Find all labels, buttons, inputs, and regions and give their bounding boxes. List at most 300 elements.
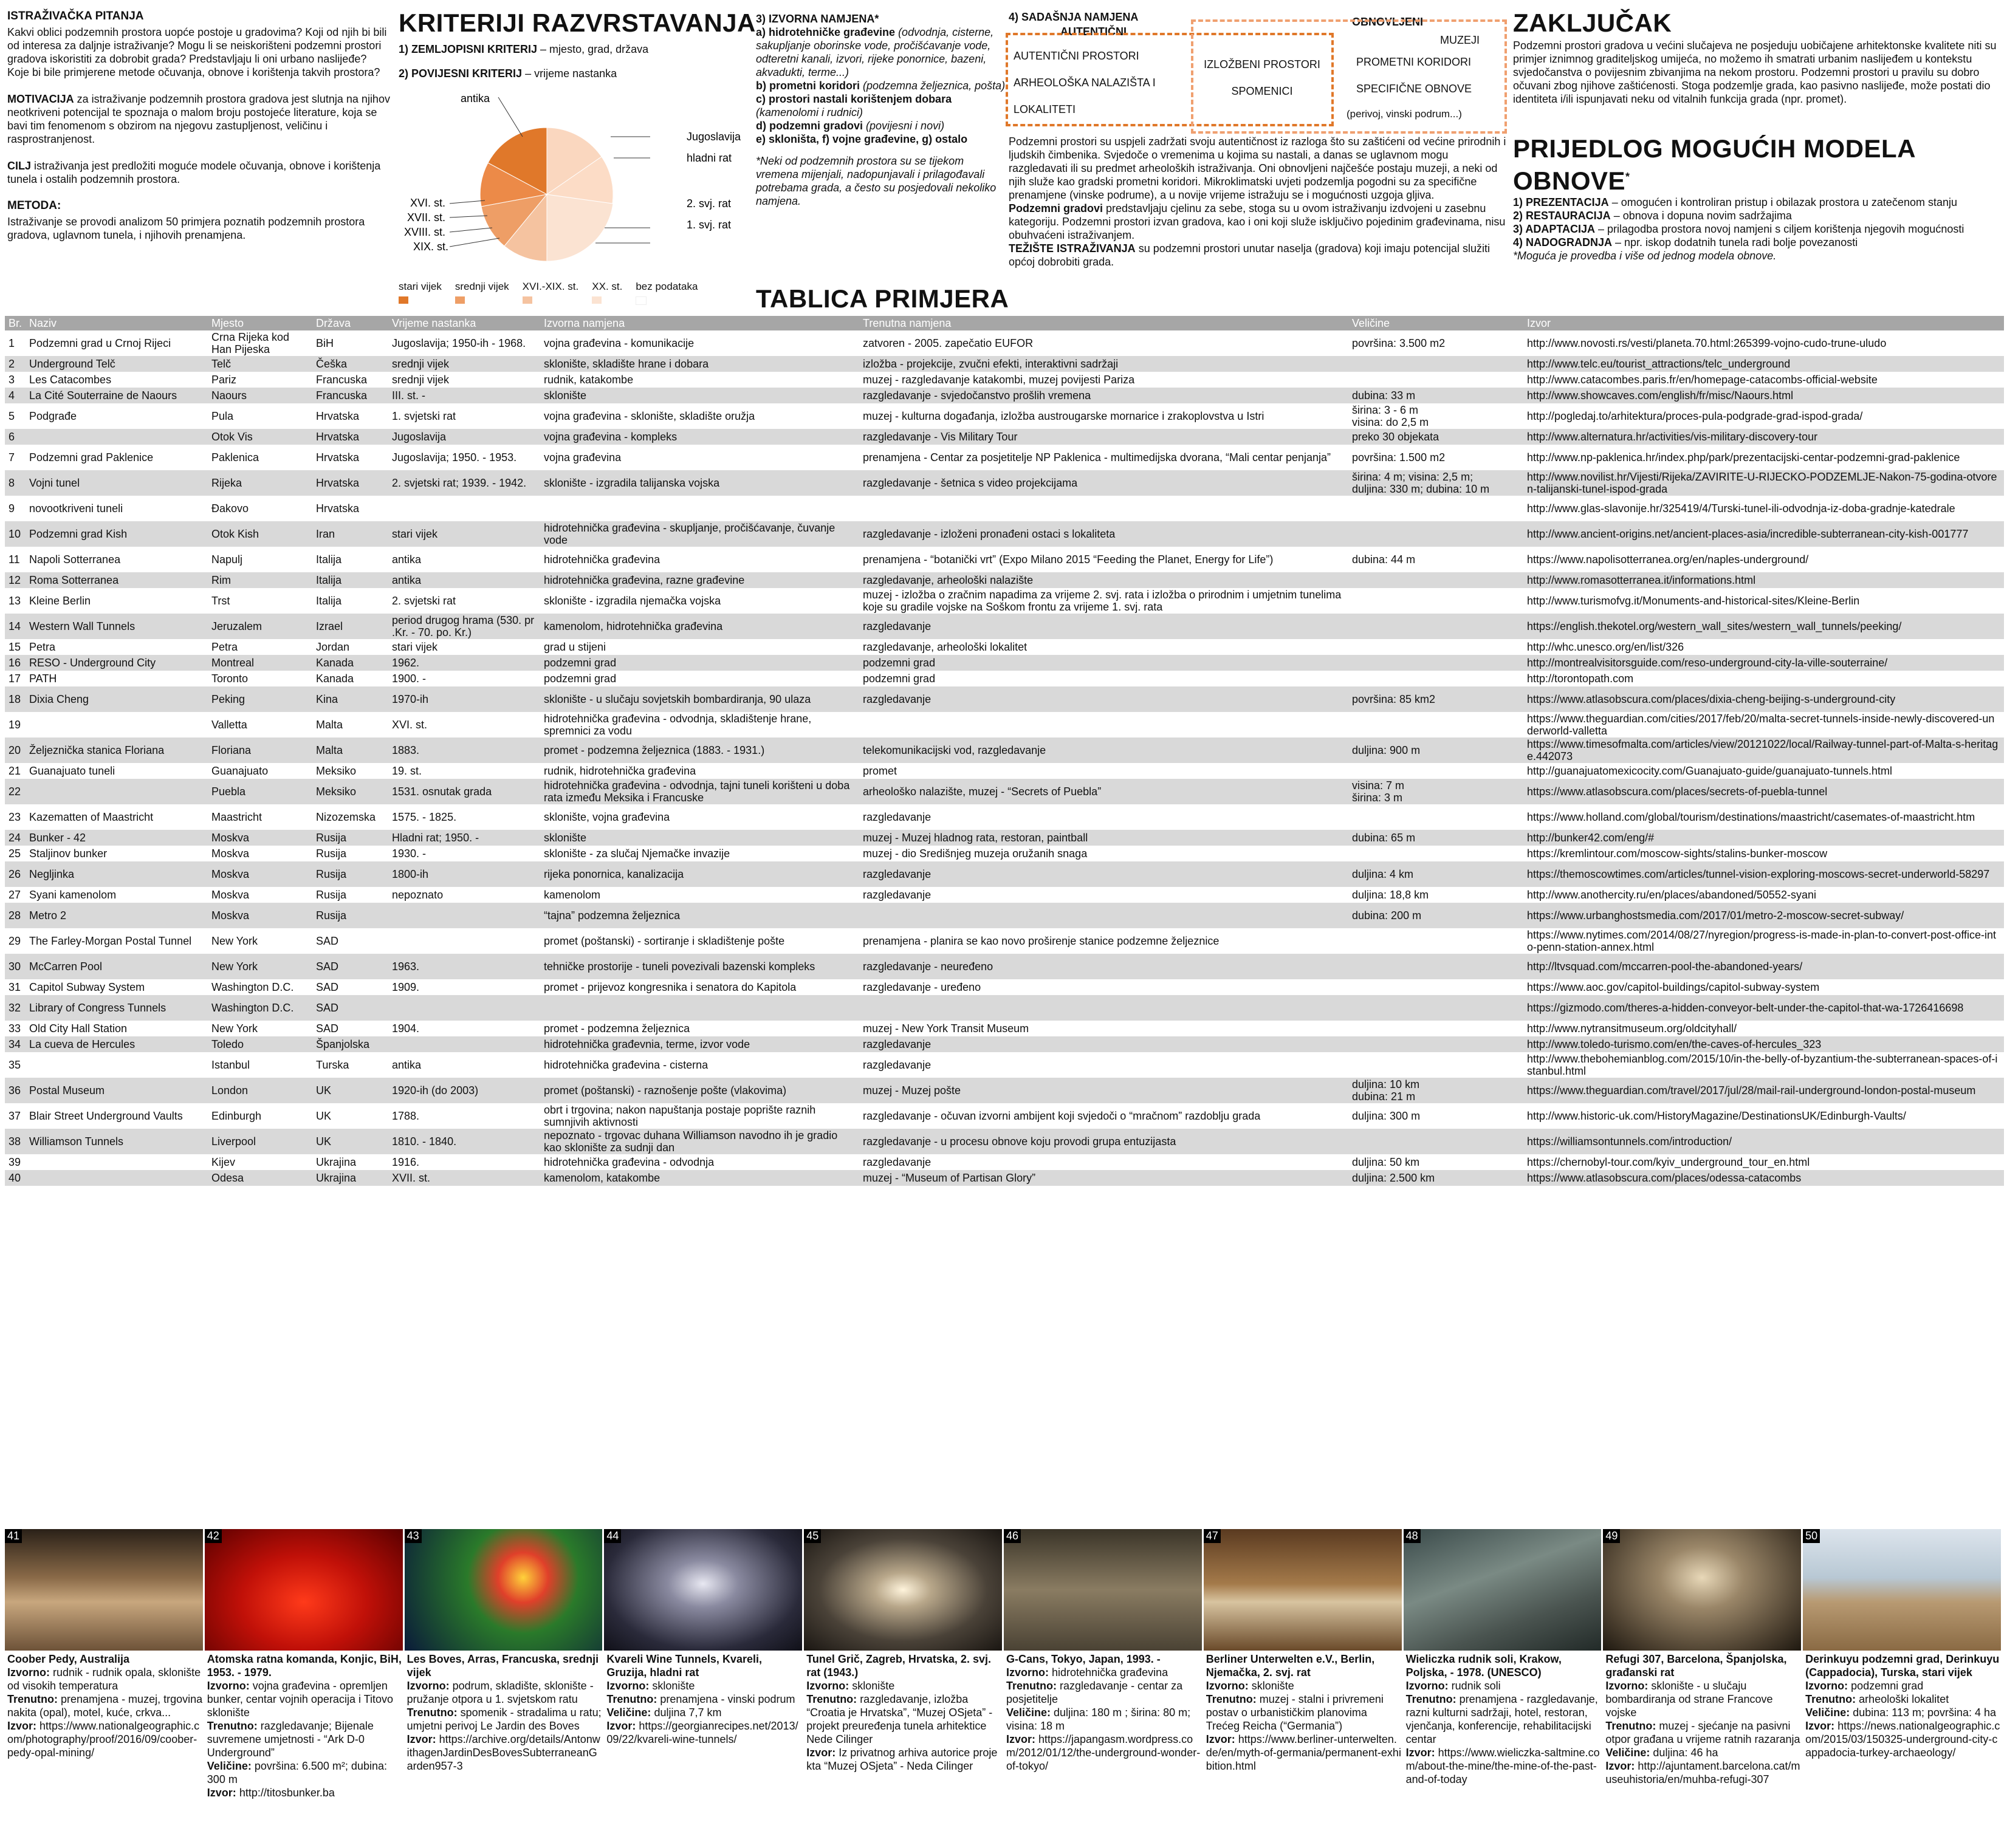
col-izvor-cell[interactable]: http://www.alternatura.hr/activities/vis-military-discovery-tour — [1523, 429, 2004, 445]
table-row — [5, 995, 2004, 1021]
col-izvor-cell[interactable]: https://www.aoc.gov/capitol-buildings/capitol-subway-system — [1527, 981, 1820, 993]
col-naziv-cell: Metro 2 — [26, 903, 208, 928]
col-trenutna-cell: razgledavanje - šetnica s video projekcijama — [859, 470, 1348, 496]
col-izvorna-cell: promet - prijevoz kongresnika i senatora do Kapitola — [544, 981, 797, 993]
col-naziv-cell: Blair Street Underground Vaults — [29, 1110, 183, 1122]
col-drzava-cell: Ukrajina — [316, 1156, 357, 1168]
col-vrijeme-cell: period drugog hrama (530. pr .Kr. - 70. po. Kr.) — [388, 614, 540, 639]
col-trenutna-cell: razgledavanje - neuređeno — [859, 954, 1348, 979]
col-br-cell: 29 — [9, 935, 21, 947]
legend-item-xx: XX. st. — [592, 281, 622, 305]
col-mjesto-cell: Moskva — [208, 903, 312, 928]
method-text: Istraživanje se provodi analizom 50 primjera poznatih podzemnih prostora gradova, uglavnom tunela, i njihovih prenamjena. — [7, 216, 365, 241]
photo-caption: Kvareli Wine Tunnels, Kvareli, Gruzija, hladni rat Izvorno: sklonište Trenutno: prenamjena - vinski podrum Veličine: duljina 7,7 km Izvor: https://georgianrecipes.net/2013/09/22/kvareli-wine-tunnels/ — [604, 1652, 802, 1799]
photo-caption: Berliner Unterwelten e.V., Berlin, Njemačka, 2. svj. rat Izvorno: sklonište Trenutno: muzej - stalni i privremeni postav o urbanističkim planovima Trećeg Reicha (“Germania”) Izvor: https://www.berliner-unterwelten.de/en/myth-of-germania/permanent-exhibition.html — [1206, 1653, 1401, 1772]
col-izvorna-cell: sklonište — [540, 388, 859, 403]
col-velicine-cell: preko 30 objekata — [1348, 429, 1523, 445]
box-traffic: PROMETNI KORIDORI — [1356, 56, 1472, 68]
photo-caption: Atomska ratna komanda, Konjic, BiH, 1953. - 1979. Izvorno: vojna građevina - opremljen bunker, centar vojnih operacija i Titovo sklonište Trenutno: razgledavanje; Bijenale suvremene umjetnosti - “Ark D-0 Underground” Veličine: površina: 6.500 m²; dubina: 300 m Izvor: http://titosbunker.ba — [207, 1653, 402, 1799]
method-heading: METODA: — [7, 199, 61, 212]
col-naziv-cell: Kleine Berlin — [29, 595, 91, 607]
pie-label-xix: XIX. st. — [413, 241, 449, 253]
col-mjesto-cell: Moskva — [211, 847, 250, 860]
box-museums: MUZEJI — [1440, 34, 1480, 46]
col-br-cell: 6 — [5, 429, 26, 445]
col-izvorna-cell: hidrotehnička građevnia, terme, izvor vode — [540, 1036, 859, 1052]
criterion-geographic — [399, 43, 751, 56]
col-br-cell: 30 — [5, 954, 26, 979]
col-izvorna-cell: hidrotehnička građevina — [544, 553, 660, 566]
col-velicine-cell — [1348, 979, 1523, 995]
example-photo — [1404, 1529, 1602, 1651]
photo-source[interactable]: Izvor: https://japangasm.wordpress.com/2012/01/12/the-underground-wonder-of-tokyo/ — [1006, 1733, 1201, 1772]
col-izvor-cell[interactable]: http://guanajuatomexicocity.com/Guanajuato-guide/guanajuato-tunnels.html — [1527, 765, 1893, 777]
col-velicine-cell: duljina: 2.500 km — [1348, 1170, 1523, 1186]
col-naziv-cell — [26, 712, 208, 737]
col-mjesto-cell: Crna Rijeka kod Han Pijeska — [211, 331, 290, 355]
col-br-cell: 40 — [5, 1170, 26, 1186]
col-velicine-cell — [1348, 655, 1523, 671]
col-mjesto-cell: Naours — [208, 388, 312, 403]
col-mjesto-cell: Rim — [208, 572, 312, 588]
col-izvor-cell[interactable]: https://www.atlasobscura.com/places/dixia-cheng-beijing-s-underground-city — [1523, 686, 2004, 712]
table-row — [5, 954, 2004, 979]
col-naziv-cell: Capitol Subway System — [29, 981, 145, 993]
col-izvorna-cell: promet (poštanski) - raznošenje pošte (vlakovima) — [540, 1078, 859, 1103]
col-drzava-cell: Italija — [316, 553, 342, 566]
photo-caption: Tunel Grič, Zagreb, Hrvatska, 2. svj. rat (1943.) Izvorno: sklonište Trenutno: razgledavanje, izložba “Croatia je Hrvatska”, “Muzej OSjeta” - projekt preuređenja tunela arhitektice Nede Cilinger Izvor: Iz privatnog arhiva autorice projekta “Muzej OSjeta” - Neda Cilinger — [804, 1652, 1002, 1799]
col-izvor-cell[interactable]: http://www.turismofvg.it/Monuments-and-historical-sites/Kleine-Berlin — [1527, 595, 1860, 607]
col-naziv-cell: Podzemni grad u Crnoj Rijeci — [29, 337, 171, 349]
col-trenutna-cell: muzej - izložba o zračnim napadima za vrijeme 2. svj. rata i izložba o prirodnim i umjetnim tunelima koje su gradile vojske na Soškom frontu za vrijeme 1. svj. rata — [863, 589, 1342, 613]
col-naziv-cell: Bunker - 42 — [26, 830, 208, 846]
photo-source[interactable]: Izvor: https://archive.org/details/AntonwithagenJardinDesBovesSubterraneanGarden957-3 — [407, 1733, 600, 1772]
col-velicine-cell: duljina: 18,8 km — [1352, 889, 1429, 901]
col-velicine-cell — [1348, 588, 1523, 614]
col-vrijeme-cell: XVI. st. — [392, 719, 428, 731]
col-mjesto-cell: Valletta — [211, 719, 247, 731]
col-izvor-cell[interactable]: http://whc.unesco.org/en/list/326 — [1527, 641, 1684, 653]
col-drzava-cell: Hrvatska — [312, 429, 388, 445]
col-mjesto-cell: Trst — [211, 595, 230, 607]
col-izvor-cell[interactable]: http://www.glas-slavonije.hr/325419/4/Turski-tunel-ili-odvodnja-iz-doba-gradnje-katedrale — [1527, 502, 1955, 515]
example-photo — [604, 1529, 802, 1651]
col-naziv-cell: Western Wall Tunnels — [26, 614, 208, 639]
col-naziv-cell: Postal Museum — [26, 1078, 208, 1103]
col-drzava-cell: Kanada — [316, 672, 354, 685]
col-velicine-cell: površina: 85 km2 — [1348, 686, 1523, 712]
col-drzava-header: Država — [312, 316, 388, 330]
col-drzava-cell: Malta — [316, 719, 343, 731]
col-naziv-header: Naziv — [26, 316, 208, 330]
purpose-b: b) prometni koridori (podzemna željeznica, pošta) — [756, 80, 1006, 92]
col-vrijeme-cell: III. st. - — [388, 388, 540, 403]
col-br-cell: 35 — [9, 1059, 21, 1071]
col-izvor-cell[interactable]: https://themoscowtimes.com/articles/tunnel-vision-exploring-moscows-secret-underworld-58297 — [1523, 861, 2004, 887]
col-br-cell: 12 — [5, 572, 26, 588]
col-izvor-cell[interactable]: https://www.theguardian.com/travel/2017/jul/28/mail-rail-underground-london-postal-museum — [1523, 1078, 2004, 1103]
photo-number: 45 — [804, 1529, 821, 1543]
col-izvorna-cell: vojna građevina - sklonište, skladište oružja — [544, 410, 755, 422]
photo-source[interactable]: Izvor: https://www.wieliczka-saltmine.com/about-the-mine/the-mine-of-the-past-and-of-today — [1405, 1747, 1600, 1785]
col-naziv-cell: PATH — [29, 672, 57, 685]
table-row — [5, 372, 2004, 388]
col-trenutna-cell: razgledavanje - Vis Military Tour — [859, 429, 1348, 445]
col-velicine-cell — [1348, 356, 1523, 372]
col-br-cell: 36 — [5, 1078, 26, 1103]
box-specific: SPECIFIČNE OBNOVE — [1356, 83, 1472, 95]
box-specific-examples: (perivoj, vinski podrum...) — [1347, 108, 1462, 120]
current-purpose-p3: TEŽIŠTE ISTRAŽIVANJA su podzemni prostori unutar naselja (gradova) koji imaju potencijal služiti općoj dobrobiti grada. — [1009, 242, 1490, 268]
col-trenutna-cell: razgledavanje - svjedočanstvo prošlih vremena — [859, 388, 1348, 403]
col-br-cell: 22 — [5, 779, 26, 804]
example-photo — [405, 1529, 603, 1651]
col-br-cell: 5 — [9, 410, 15, 422]
pie-label-jugoslavija: Jugoslavija — [687, 131, 741, 143]
pie-label-1svj: 1. svj. rat — [687, 219, 732, 231]
col-velicine-cell: dubina: 200 m — [1348, 903, 1523, 928]
research-questions-text: Kakvi oblici podzemnih prostora uopće postoje u gradovima? Koji od njih bi bili od interesa za daljnje istraživanje? Mogu li se neiskorišteni podzemni prostori gradova iskoristiti za dobrobit grada? Predstavljaju li oni urbano naslijeđe? Koje bi bile primjerene metode očuvanja, obnove i korištenja takvih prostora? — [7, 26, 387, 78]
col-izvorna-cell — [540, 995, 859, 1021]
col-trenutna-cell: izložba - projekcije, zvučni efekti, interaktivni sadržaji — [859, 356, 1348, 372]
col-izvor-cell[interactable]: http://www.catacombes.paris.fr/en/homepage-catacombs-official-website — [1527, 374, 1878, 386]
col-vrijeme-cell: 1900. - — [392, 672, 427, 685]
col-drzava-cell: Meksiko — [316, 765, 357, 777]
box-exhibition: IZLOŽBENI PROSTORI — [1204, 58, 1320, 70]
col-izvor-cell[interactable]: https://kremlintour.com/moscow-sights/stalins-bunker-moscow — [1527, 847, 1828, 860]
col-trenutna-cell: muzej - New York Transit Museum — [863, 1022, 1029, 1035]
goal-text: istraživanja jest predložiti moguće modele očuvanja, obnove i korištenja tunela i ostalih podzemnih prostora. — [7, 160, 381, 185]
photo-source[interactable]: Izvor: http://titosbunker.ba — [207, 1787, 335, 1799]
goal-heading: CILJ — [7, 160, 32, 172]
col-naziv-cell: novootkriveni tuneli — [29, 502, 123, 515]
col-izvor-cell[interactable]: https://chernobyl-tour.com/kyiv_underground_tour_en.html — [1527, 1156, 1810, 1168]
col-izvor-cell[interactable]: http://www.nytransitmuseum.org/oldcityhall/ — [1527, 1022, 1737, 1035]
col-naziv-cell: Guanajuato tuneli — [29, 765, 115, 777]
col-izvorna-cell: vojna građevina - kompleks — [540, 429, 859, 445]
col-izvor-cell[interactable]: http://www.showcaves.com/english/fr/misc/Naours.html — [1523, 388, 2004, 403]
col-izvor-cell[interactable]: https://www.timesofmalta.com/articles/view/20121022/local/Railway-tunnel-part-of-Malta-s-heritage.442073 — [1523, 737, 2004, 763]
col-vrijeme-cell: 1575. - 1825. — [392, 811, 457, 823]
col-drzava-cell: SAD — [316, 935, 339, 947]
col-naziv-cell: Podzemni grad Paklenice — [29, 451, 154, 464]
table-row — [5, 470, 2004, 496]
col-izvorna-cell: vojna građevina - komunikacije — [544, 337, 695, 349]
col-mjesto-cell: Moskva — [211, 889, 250, 901]
col-izvor-cell[interactable]: https://williamsontunnels.com/introduction/ — [1523, 1129, 2004, 1154]
col-mjesto-cell: Odesa — [208, 1170, 312, 1186]
col-izvor-cell[interactable]: https://www.urbanghostsmedia.com/2017/01/metro-2-moscow-secret-subway/ — [1523, 903, 2004, 928]
col-velicine-cell — [1348, 496, 1523, 521]
purpose-note: *Neki od podzemnih prostora su se tijekom vremena mijenjali, nadopunjavali i prilagođavali potrebama grada, a često su posjedovali nekoliko namjena. — [756, 155, 997, 207]
col-drzava-cell: Ukrajina — [312, 1170, 388, 1186]
col-mjesto-cell: Moskva — [208, 830, 312, 846]
col-velicine-cell — [1348, 928, 1523, 954]
purpose-c: c) prostori nastali korištenjem dobara (kamenolomi i rudnici) — [756, 93, 952, 118]
col-vrijeme-cell: 1930. - — [392, 847, 427, 860]
col-br-cell: 14 — [5, 614, 26, 639]
example-photo — [1803, 1529, 2001, 1651]
col-izvorna-cell: “tajna” podzemna željeznica — [540, 903, 859, 928]
conclusion-title: ZAKLJUČAK — [1513, 9, 1672, 37]
conclusion-text: Podzemni prostori gradova u većini slučajeva ne posjeduju uobičajene arhitektonske kvalitete niti su primjer iznimnog graditeljskog umijeća, no možemo ih smatrati urbanim naslijeđem u kontekstu svjedočanstva o povijesnim zbivanjima na nekom prostoru. Podzemni prostori u pravilu su dobro očuvani zbog njihove zaštićenosti. Stoga podzemlje grada, kao pasivno naslijeđe, može postati dio identiteta i/ili ispunjavati neku od vitalnih funkcija grada (npr. promet). — [1513, 39, 1997, 105]
col-velicine-header: Veličine — [1348, 316, 1523, 330]
col-velicine-cell — [1348, 372, 1523, 388]
col-trenutna-cell: zatvoren - 2005. zapečatio EUFOR — [863, 337, 1034, 349]
col-velicine-cell — [1348, 572, 1523, 588]
col-drzava-cell: Hrvatska — [316, 451, 360, 464]
photo-number: 47 — [1204, 1529, 1221, 1543]
table-row — [5, 1052, 2004, 1078]
col-izvor-cell[interactable]: http://www.novilist.hr/Vijesti/Rijeka/ZAVIRITE-U-RIJECKO-PODZEMLJE-Nakon-75-godina-otvoren-talijanski-tunel-ispod-grada — [1523, 470, 2004, 496]
col-br-cell: 19 — [9, 719, 21, 731]
table-row — [5, 1021, 2004, 1036]
col-vrijeme-cell: stari vijek — [392, 641, 438, 653]
col-trenutna-cell: razgledavanje — [863, 811, 931, 823]
col-br-cell: 10 — [5, 521, 26, 547]
col-trenutna-cell: razgledavanje — [863, 889, 931, 901]
col-mjesto-cell: Puebla — [208, 779, 312, 804]
col-vrijeme-cell: Hladni rat; 1950. - — [388, 830, 540, 846]
col-naziv-cell: RESO - Underground City — [26, 655, 208, 671]
photo-source[interactable]: Izvor: https://www.nationalgeographic.com/photography/proof/2016/09/coober-pedy-opal-mining/ — [7, 1720, 200, 1759]
photo-source[interactable]: Izvor: Iz privatnog arhiva autorice projekta “Muzej OSjeta” - Neda Cilinger — [806, 1747, 998, 1772]
col-izvor-cell[interactable]: http://www.np-paklenica.hr/index.php/park/prezentacijski-centar-podzemni-grad-paklenice — [1527, 451, 1960, 464]
col-naziv-cell — [26, 779, 208, 804]
photo-source[interactable]: Izvor: https://news.nationalgeographic.com/2015/03/150325-underground-city-cappadocia-turkey-archaeology/ — [1805, 1720, 2000, 1759]
col-vrijeme-cell: 1916. — [392, 1156, 420, 1168]
col-vrijeme-cell — [388, 903, 540, 928]
col-izvor-cell[interactable]: http://www.romasotterranea.it/informations.html — [1523, 572, 2004, 588]
col-mjesto-cell: Rijeka — [208, 470, 312, 496]
col-izvor-cell[interactable]: https://www.atlasobscura.com/places/odessa-catacombs — [1523, 1170, 2004, 1186]
current-purpose-p1: Podzemni prostori su uspjeli zadržati svoju autentičnost iz razloga što su zaštićeni od većine prirodnih i ljudskih čimbenika. Svjedoče o vremenima u kojima su nastali, a danas se uglavnom mogu razgledavati ili su predmet arheoloških istraživanja. Oni obnovljeni najčešće postaju muzeji, a neki od njih služe kao gradski prometni koridori. Mikroklimatski uvjeti podzemlja pogodni su za specifične prenamjene (vinske podrume), a u novije vrijeme istražuju se i mogućnosti uzgoja gljiva. — [1009, 135, 1506, 201]
table-row — [5, 1129, 2004, 1154]
example-photo — [1204, 1529, 1402, 1651]
col-velicine-cell — [1348, 954, 1523, 979]
col-trenutna-cell: prenamjena - Centar za posjetitelje NP Paklenica - multimedijska dvorana, “Mali centar penjanja” — [863, 451, 1331, 464]
table-row — [5, 861, 2004, 887]
col-izvorna-cell: hidrotehnička građevina - skupljanje, pročišćavanje, čuvanje vode — [540, 521, 859, 547]
col-velicine-cell: dubina: 44 m — [1352, 553, 1416, 566]
original-purpose-title: 3) IZVORNA NAMJENA* — [756, 13, 879, 25]
col-drzava-cell: Rusija — [316, 889, 347, 901]
col-mjesto-cell: Jeruzalem — [208, 614, 312, 639]
col-velicine-cell: dubina: 33 m — [1348, 388, 1523, 403]
col-izvor-header: Izvor — [1523, 316, 2004, 330]
col-vrijeme-cell: Jugoslavija — [388, 429, 540, 445]
col-drzava-cell: Turska — [316, 1059, 349, 1071]
col-drzava-cell: Kanada — [312, 655, 388, 671]
col-trenutna-cell: razgledavanje — [859, 1036, 1348, 1052]
col-br-cell: 7 — [9, 451, 15, 464]
table-row — [5, 737, 2004, 763]
col-trenutna-cell: razgledavanje, arheološki lokalitet — [863, 641, 1028, 653]
col-drzava-cell: UK — [316, 1110, 332, 1122]
col-izvor-cell[interactable]: http://www.historic-uk.com/HistoryMagazine/DestinationsUK/Edinburgh-Vaults/ — [1527, 1110, 1906, 1122]
col-izvor-cell[interactable]: http://montrealvisitorsguide.com/reso-underground-city-la-ville-souterraine/ — [1523, 655, 2004, 671]
col-vrijeme-cell: Jugoslavija; 1950-ih - 1968. — [392, 337, 526, 349]
col-izvor-cell[interactable]: http://www.toledo-turismo.com/en/the-caves-of-hercules_323 — [1523, 1036, 2004, 1052]
pie-label-2svj: 2. svj. rat — [687, 197, 732, 210]
col-izvorna-cell: rijeka ponornica, kanalizacija — [540, 861, 859, 887]
col-drzava-cell: SAD — [316, 1022, 339, 1035]
col-naziv-cell: Syani kamenolom — [29, 889, 117, 901]
table-row — [5, 1154, 2004, 1170]
col-izvor-cell[interactable]: http://www.novosti.rs/vesti/planeta.70.html:265399-vojno-cudo-trune-uludo — [1527, 337, 1887, 349]
col-izvor-cell[interactable]: http://www.telc.eu/tourist_attractions/telc_underground — [1523, 356, 2004, 372]
col-vrijeme-cell: 1788. — [392, 1110, 420, 1122]
col-naziv-cell: Vojni tunel — [26, 470, 208, 496]
col-vrijeme-cell: 1920-ih (do 2003) — [388, 1078, 540, 1103]
col-vrijeme-cell: antika — [392, 553, 422, 566]
col-br-cell: 8 — [5, 470, 26, 496]
col-mjesto-cell: Istanbul — [211, 1059, 250, 1071]
col-velicine-cell: širina: 4 m; visina: 2,5 m; duljina: 330 m; dubina: 10 m — [1348, 470, 1523, 496]
photo-caption: Refugi 307, Barcelona, Španjolska, građanski rat Izvorno: sklonište - u slučaju bombardiranja od strane Francove vojske Trenutno: muzej - sjećanje na pasivni otpor građana u vrijeme ratnih razaranja Veličine: duljina: 46 ha Izvor: http://ajuntament.barcelona.cat/museuhistoria/en/muhba-refugi-307 — [1605, 1653, 1800, 1785]
examples-table — [5, 316, 2004, 1186]
col-izvor-cell[interactable]: http://www.anothercity.ru/en/places/abandoned/50552-syani — [1527, 889, 1816, 901]
purpose-d: d) podzemni gradovi (povijesni i novi) — [756, 120, 945, 132]
col-izvor-cell[interactable]: http://www.ancient-origins.net/ancient-places-asia/incredible-subterranean-city-kish-001777 — [1523, 521, 2004, 547]
table-row — [5, 979, 2004, 995]
col-trenutna-cell — [859, 903, 1348, 928]
col-izvorna-cell: sklonište - u slučaju sovjetskih bombardiranja, 90 ulaza — [540, 686, 859, 712]
col-trenutna-cell — [859, 712, 1348, 737]
col-vrijeme-cell: XVII. st. — [388, 1170, 540, 1186]
col-mjesto-cell: Napulj — [211, 553, 243, 566]
col-izvor-cell[interactable]: https://www.holland.com/global/tourism/destinations/maastricht/casemates-of-maastricht.htm — [1527, 811, 1975, 823]
col-naziv-cell: Podgrađe — [29, 410, 77, 422]
col-velicine-cell — [1348, 1129, 1523, 1154]
col-velicine-cell — [1348, 846, 1523, 861]
col-naziv-cell: Dixia Cheng — [26, 686, 208, 712]
col-izvor-cell[interactable]: https://gizmodo.com/theres-a-hidden-conveyor-belt-under-the-capitol-that-wa-1726416698 — [1523, 995, 2004, 1021]
col-vrijeme-cell: stari vijek — [388, 521, 540, 547]
example-photo — [205, 1529, 403, 1651]
col-mjesto-cell: Toledo — [208, 1036, 312, 1052]
col-izvorna-cell: hidrotehnička građevina - odvodnja, tajni tuneli korišteni u doba rata između Meksika i Francuske — [540, 779, 859, 804]
col-izvor-cell[interactable]: http://www.thebohemianblog.com/2015/10/in-the-belly-of-byzantium-the-subterranean-spaces-of-istanbul.html — [1527, 1053, 1998, 1077]
col-drzava-cell: Kina — [312, 686, 388, 712]
research-intro — [7, 10, 391, 247]
photo-number: 46 — [1004, 1529, 1021, 1543]
col-br-cell: 18 — [5, 686, 26, 712]
col-naziv-cell: Podzemni grad Kish — [26, 521, 208, 547]
table-row — [5, 1103, 2004, 1129]
col-izvor-cell[interactable]: https://www.napolisotterranea.org/en/naples-underground/ — [1527, 553, 1809, 566]
pie-label-xvii: XVII. st. — [407, 211, 446, 224]
col-drzava-cell: SAD — [312, 954, 388, 979]
col-vrijeme-cell — [388, 995, 540, 1021]
col-drzava-cell: Italija — [316, 595, 342, 607]
col-izvorna-cell: promet (poštanski) - sortiranje i skladištenje pošte — [544, 935, 785, 947]
photo-source[interactable]: Izvor: https://www.berliner-unterwelten.de/en/myth-of-germania/permanent-exhibition.html — [1206, 1733, 1401, 1772]
col-izvorna-cell: podzemni grad — [540, 655, 859, 671]
example-photo — [5, 1529, 203, 1651]
col-br-cell: 25 — [9, 847, 21, 860]
col-naziv-cell — [26, 1052, 208, 1078]
col-drzava-cell: Izrael — [312, 614, 388, 639]
col-naziv-cell — [26, 1170, 208, 1186]
table-row — [5, 1170, 2004, 1186]
col-izvorna-cell: tehničke prostorije - tuneli povezivali bazenski kompleks — [540, 954, 859, 979]
col-naziv-cell: Kazematten of Maastricht — [29, 811, 154, 823]
col-izvorna-cell: sklonište - izgradila talijanska vojska — [540, 470, 859, 496]
col-naziv-cell: Napoli Sotterranea — [29, 553, 121, 566]
col-naziv-cell: Les Catacombes — [29, 374, 112, 386]
col-velicine-cell: površina: 1.500 m2 — [1352, 451, 1446, 464]
col-izvorna-cell: hidrotehnička građevina - odvodnja — [544, 1156, 715, 1168]
col-naziv-cell — [26, 1154, 208, 1170]
col-izvor-cell[interactable]: http://pogledaj.to/arhitektura/proces-pula-podgrade-grad-ispod-grada/ — [1527, 410, 1863, 422]
col-izvorna-cell: rudnik, hidrotehnička građevina — [544, 765, 696, 777]
motivation-paragraph — [7, 92, 391, 146]
legend-item-xvi-xix: XVI.-XIX. st. — [523, 281, 579, 305]
col-izvor-cell[interactable]: http://ltvsquad.com/mccarren-pool-the-abandoned-years/ — [1523, 954, 2004, 979]
col-vrijeme-cell: 1. svjetski rat — [392, 410, 456, 422]
col-vrijeme-cell: 2. svjetski rat; 1939. - 1942. — [388, 470, 540, 496]
col-izvor-cell[interactable]: https://www.atlasobscura.com/places/secrets-of-puebla-tunnel — [1523, 779, 2004, 804]
col-drzava-cell: Rusija — [312, 861, 388, 887]
table-title: TABLICA PRIMJERA — [756, 284, 1009, 313]
table-row — [5, 588, 2004, 614]
col-mjesto-cell: Pula — [211, 410, 234, 422]
col-izvorna-cell: sklonište, skladište hrane i dobara — [540, 356, 859, 372]
col-br-cell: 17 — [9, 672, 21, 685]
pie-legend — [399, 281, 698, 305]
col-trenutna-cell: razgledavanje — [859, 861, 1348, 887]
col-izvorna-cell: kamenolom — [544, 889, 601, 901]
models-title: PRIJEDLOG MOGUĆIH MODELA OBNOVE* — [1513, 134, 1915, 195]
legend-swatch — [399, 296, 408, 304]
col-izvor-cell[interactable]: https://www.nytimes.com/2014/08/27/nyregion/progress-is-made-in-plan-to-convert-post-office-into-penn-station-annex.html — [1527, 929, 1997, 953]
col-vrijeme-cell: nepoznato — [392, 889, 444, 901]
col-br-cell: 3 — [9, 374, 15, 386]
col-izvor-cell[interactable]: http://torontopath.com — [1527, 672, 1634, 685]
model-2: 2) RESTAURACIJA – obnova i dopuna novim sadržajima — [1513, 210, 1792, 222]
col-izvor-cell[interactable]: http://bunker42.com/eng/# — [1523, 830, 2004, 846]
col-mjesto-cell: Otok Vis — [208, 429, 312, 445]
col-vrijeme-cell: 1962. — [388, 655, 540, 671]
col-vrijeme-cell: 1970-ih — [388, 686, 540, 712]
photo-caption: Derinkuyu podzemni grad, Derinkuyu (Cappadocia), Turska, stari vijek Izvorno: podzemni grad Trenutno: arheološki lokalitet Veličine: dubina: 113 m; površina: 4 ha Izvor: https://news.nationalgeographic.com/2015/03/150325-underground-city-cappadocia-turkey-archaeology/ — [1805, 1653, 2000, 1759]
col-velicine-cell — [1348, 995, 1523, 1021]
col-drzava-cell: Nizozemska — [316, 811, 376, 823]
table-row — [5, 804, 2004, 830]
photo-source[interactable]: Izvor: http://ajuntament.barcelona.cat/museuhistoria/en/muhba-refugi-307 — [1605, 1760, 1800, 1785]
col-izvorna-cell: hidrotehnička građevina - cisterna — [544, 1059, 708, 1071]
col-br-cell: 27 — [9, 889, 21, 901]
table-row — [5, 614, 2004, 639]
col-izvor-cell[interactable]: https://www.theguardian.com/cities/2017/feb/20/malta-secret-tunnels-inside-newly-discovered-underworld-valletta — [1527, 713, 1995, 737]
col-vrijeme-cell: 19. st. — [392, 765, 422, 777]
col-mjesto-cell: Telč — [208, 356, 312, 372]
example-photo — [804, 1529, 1002, 1651]
col-naziv-cell: Library of Congress Tunnels — [26, 995, 208, 1021]
col-br-cell: 4 — [5, 388, 26, 403]
col-velicine-cell — [1348, 804, 1523, 830]
photo-number: 42 — [205, 1529, 222, 1543]
col-trenutna-header: Trenutna namjena — [859, 316, 1348, 330]
col-trenutna-cell: muzej - Muzej pošte — [859, 1078, 1348, 1103]
col-naziv-cell: The Farley-Morgan Postal Tunnel — [29, 935, 192, 947]
col-drzava-cell: Španjolska — [312, 1036, 388, 1052]
col-izvor-cell[interactable]: https://english.thekotel.org/western_wall_sites/western_wall_tunnels/peeking/ — [1523, 614, 2004, 639]
box-monuments: SPOMENICI — [1231, 85, 1293, 97]
table-row — [5, 1078, 2004, 1103]
photo-source[interactable]: Izvor: https://georgianrecipes.net/2013/09/22/kvareli-wine-tunnels/ — [606, 1720, 798, 1745]
